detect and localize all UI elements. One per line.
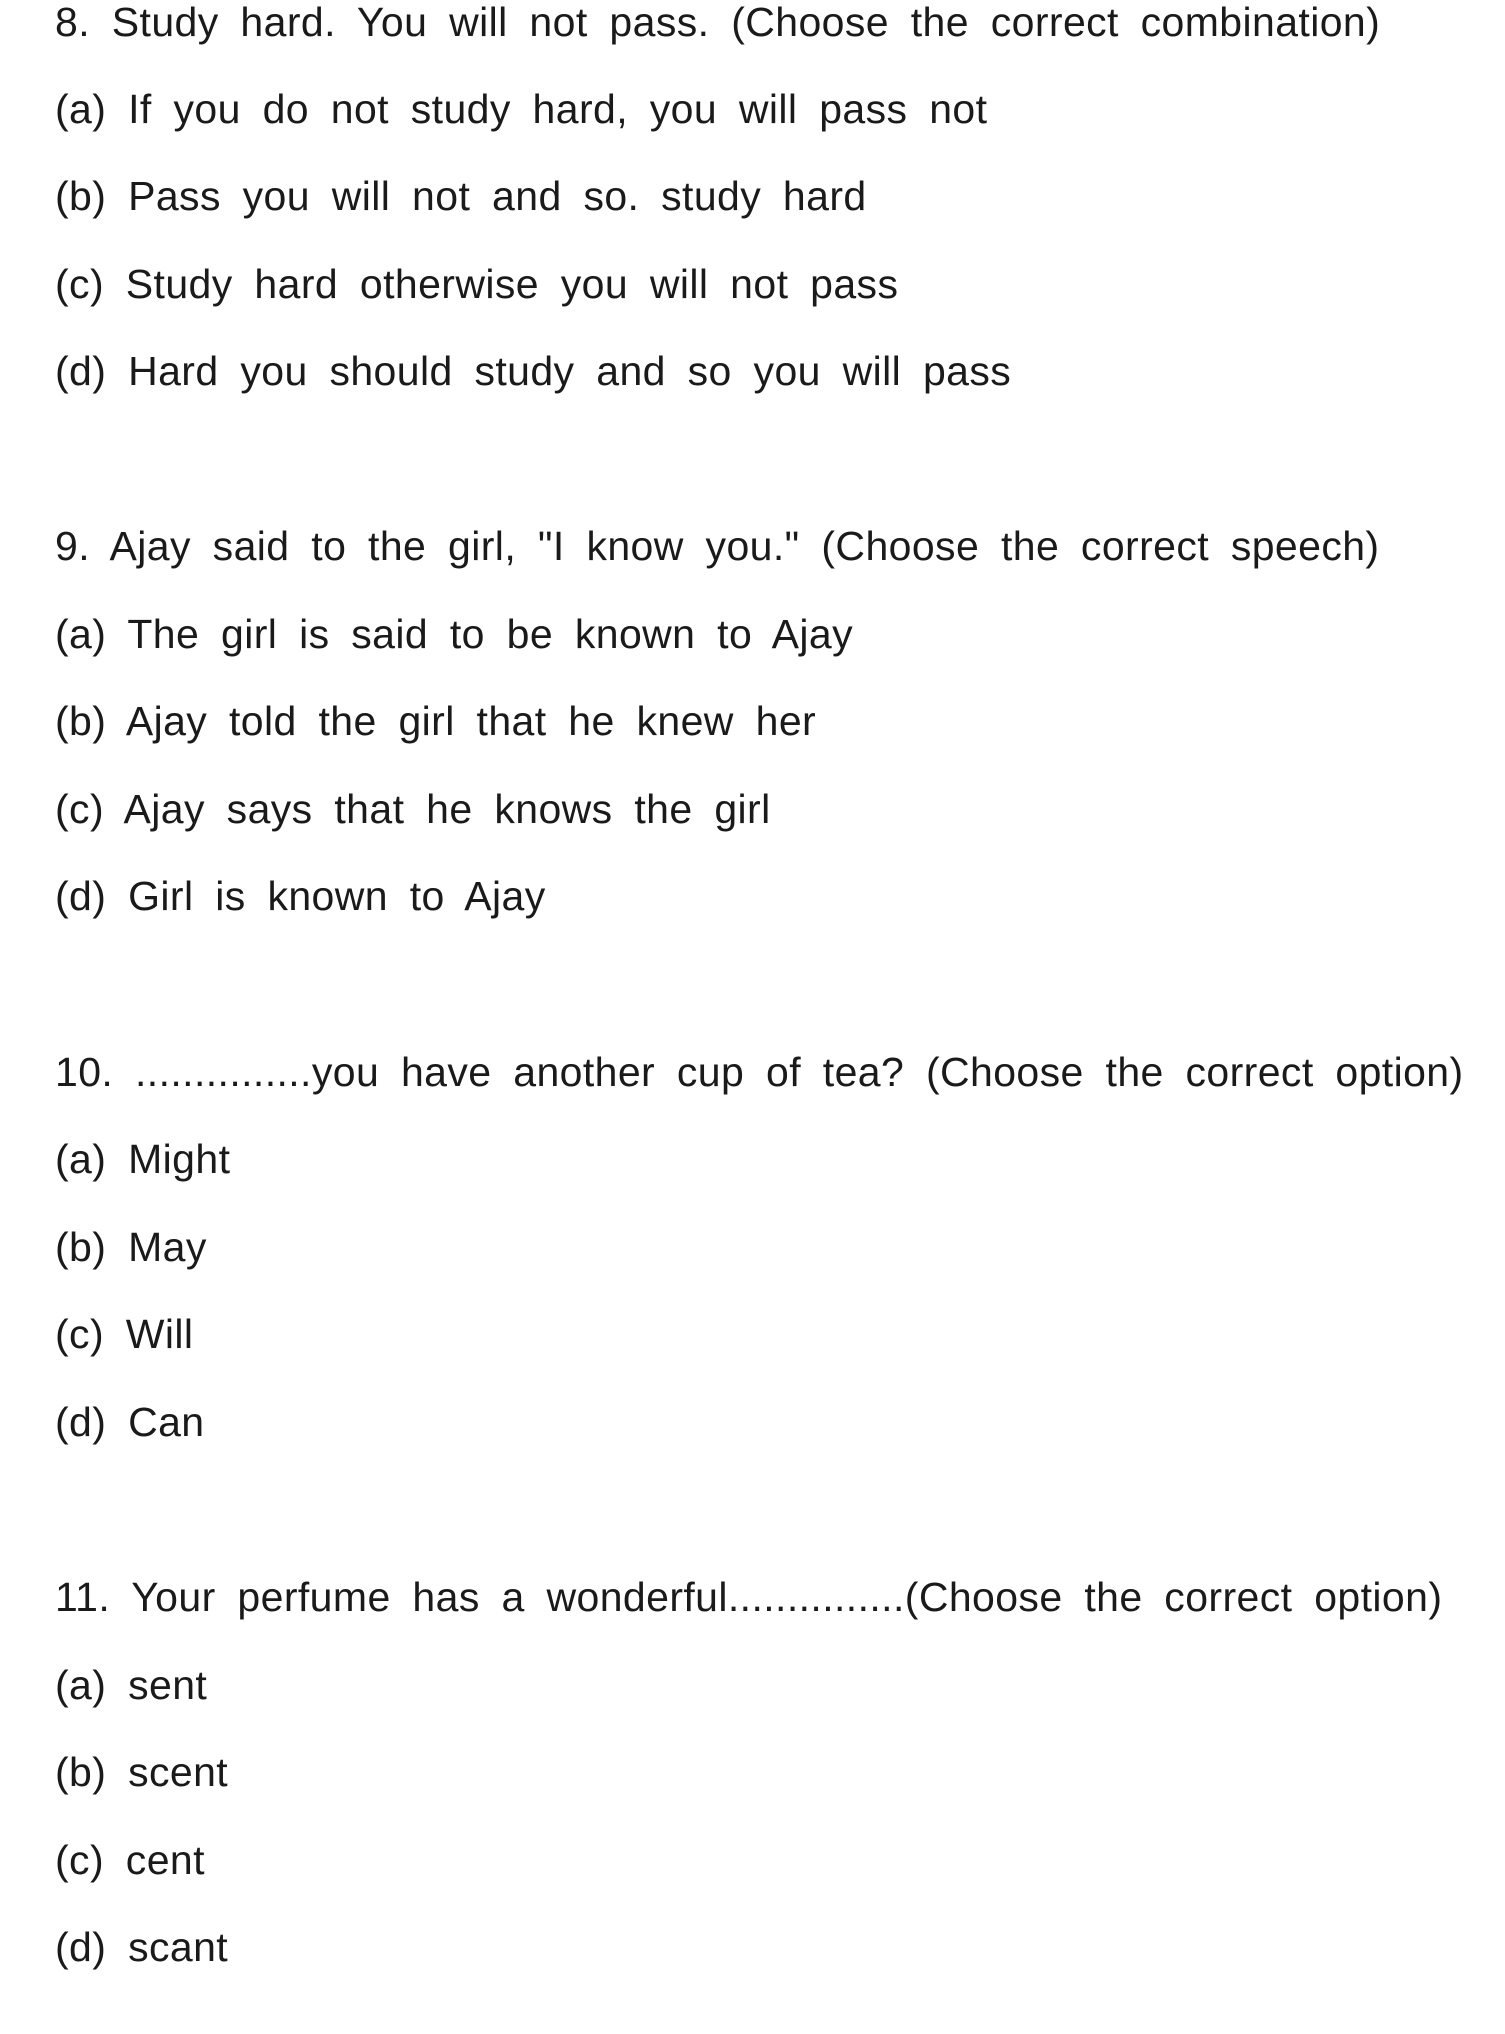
option-b: (b) May (55, 1224, 207, 1270)
option-a: (a) Might (55, 1136, 231, 1182)
option-d: (d) scant (55, 1924, 229, 1970)
option-a: (a) The girl is said to be known to Ajay (55, 611, 854, 657)
option-b: (b) Ajay told the girl that he knew her (55, 698, 817, 744)
question-stem: 8. Study hard. You will not pass. (Choose the correct combination) (55, 0, 1381, 45)
option-d: (d) Can (55, 1399, 205, 1445)
option-c: (c) cent (55, 1837, 205, 1883)
option-b: (b) scent (55, 1749, 229, 1795)
option-d: (d) Hard you should study and so you will pass (55, 348, 1012, 394)
option-b: (b) Pass you will not and so. study hard (55, 173, 867, 219)
option-a: (a) sent (55, 1662, 208, 1708)
option-c: (c) Will (55, 1311, 194, 1357)
option-c: (c) Ajay says that he knows the girl (55, 786, 771, 832)
option-d: (d) Girl is known to Ajay (55, 873, 546, 919)
option-a: (a) If you do not study hard, you will pass not (55, 86, 988, 132)
question-stem: 11. Your perfume has a wonderful...............(Choose the correct option) (55, 1574, 1443, 1620)
question-stem: 10. ...............you have another cup of tea? (Choose the correct option) (55, 1049, 1464, 1095)
question-stem: 9. Ajay said to the girl, "I know you." (Choose the correct speech) (55, 523, 1380, 569)
option-c: (c) Study hard otherwise you will not pass (55, 261, 899, 307)
